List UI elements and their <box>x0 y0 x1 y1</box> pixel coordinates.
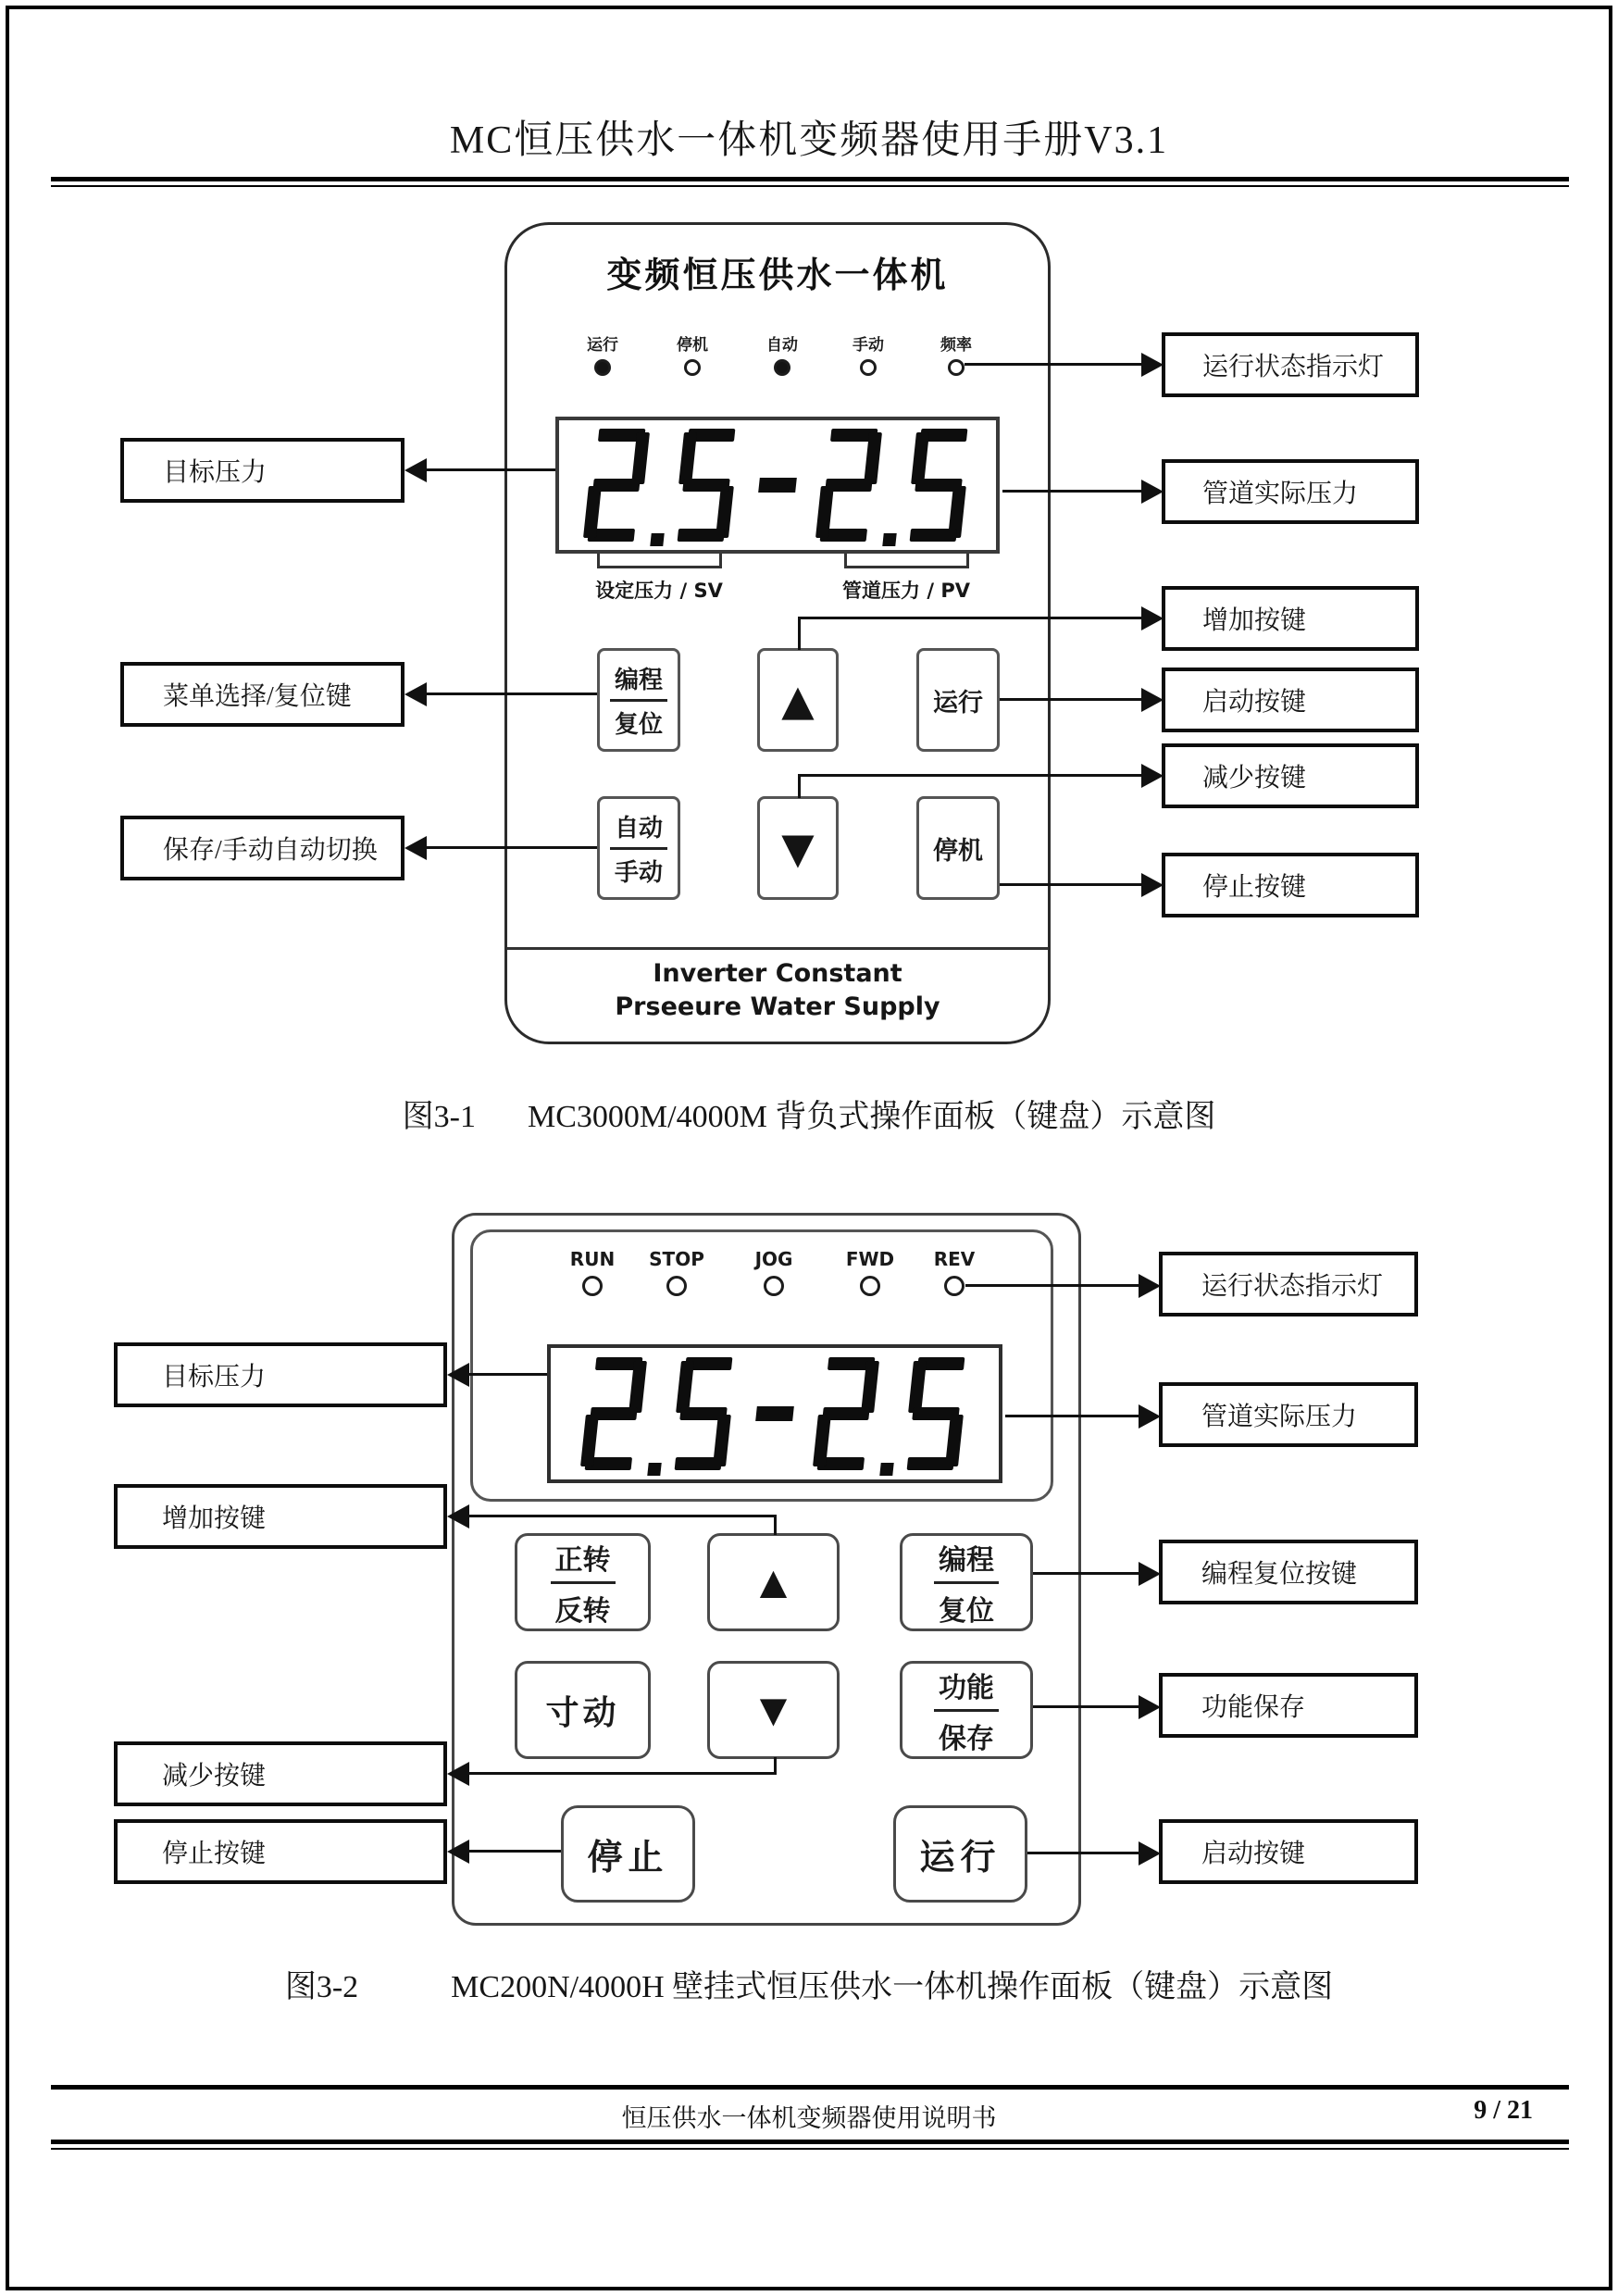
figure2-caption <box>0 1961 1618 2006</box>
arrowhead-increase <box>1141 606 1164 630</box>
func-save-button <box>900 1661 1033 1759</box>
figure1-caption-label: 图3-1 <box>402 1100 476 1134</box>
auto-manual-button-bottom-label: 手动 <box>614 858 663 887</box>
document-title: MC恒压供水一体机变频器使用手册V3.1 <box>449 119 1169 162</box>
connector-menu-reset <box>425 693 597 695</box>
figure1-lcd-display <box>555 417 1000 554</box>
func-save-button-top-label: 功能 <box>934 1665 999 1712</box>
auto-manual-button-top-label: 自动 <box>610 809 667 850</box>
indicator-fwd <box>838 1248 902 1296</box>
arrowhead-decrease-2 <box>447 1762 469 1786</box>
program-reset-2-bottom-label: 复位 <box>939 1595 994 1627</box>
pv-bracket <box>844 554 969 568</box>
program-reset-2-top-label: 编程 <box>934 1537 999 1584</box>
footer-rule-top <box>51 2085 1569 2090</box>
callout-decrease-2-label: 减少按键 <box>162 1762 267 1791</box>
sv-label: 设定压力 / SV <box>595 580 723 602</box>
auto-led-icon <box>774 359 790 376</box>
caption-spacer <box>476 1091 528 1136</box>
callout-start-2 <box>1159 1819 1418 1884</box>
func-save-button-bottom-label: 保存 <box>939 1723 994 1754</box>
run-button-2 <box>893 1805 1027 1903</box>
callout-target-pressure-label: 目标压力 <box>163 458 268 487</box>
indicator-freq <box>924 331 989 376</box>
callout-pipe-pressure <box>1162 459 1419 524</box>
stop-button-label: 停机 <box>933 836 983 866</box>
callout-pipe-pressure-label: 管道实际压力 <box>1202 480 1359 508</box>
callout-increase-label: 增加按键 <box>1202 606 1307 635</box>
up-arrow-icon-2: ▲ <box>750 1556 797 1608</box>
callout-increase-2 <box>114 1484 447 1549</box>
callout-decrease <box>1162 743 1419 808</box>
callout-increase-2-label: 增加按键 <box>162 1504 267 1533</box>
indicator-stop-label: 停机 <box>677 336 708 355</box>
connector-increase-2-h <box>467 1515 777 1517</box>
callout-start <box>1162 668 1419 732</box>
stop-button-2-label: 停止 <box>587 1839 669 1878</box>
connector-status-leds-2 <box>965 1284 1139 1287</box>
indicator-freq-label: 频率 <box>940 336 972 355</box>
program-reset-button-top-label: 编程 <box>610 661 667 702</box>
connector-stop <box>1000 883 1141 886</box>
fwd-rev-button-bottom-label: 反转 <box>554 1595 611 1627</box>
stop-en-led-icon <box>666 1276 687 1296</box>
run-button-label: 运行 <box>933 688 983 718</box>
arrowhead-pipe-pressure <box>1141 480 1164 504</box>
callout-func-save-label: 功能保存 <box>1201 1693 1306 1722</box>
run-en-led-icon <box>582 1276 603 1296</box>
freq-led-icon <box>948 359 965 376</box>
figure1-panel-divider <box>507 947 1048 950</box>
connector-target-pressure <box>425 468 555 471</box>
callout-pipe-pressure-2 <box>1159 1382 1418 1447</box>
pv-label: 管道压力 / PV <box>842 580 970 602</box>
callout-stop-2-label: 停止按键 <box>162 1840 267 1868</box>
footer-rule-thick <box>51 2140 1569 2144</box>
arrowhead-target-pressure-2 <box>447 1363 469 1387</box>
program-reset-button <box>597 648 680 752</box>
figure2-caption-text: MC200N/4000H 壁挂式恒压供水一体机操作面板（键盘）示意图 <box>451 1970 1334 2004</box>
jog-button <box>515 1661 651 1759</box>
down-arrow-icon-2: ▼ <box>750 1684 797 1736</box>
arrowhead-status-leds <box>1141 353 1164 377</box>
callout-stop-label: 停止按键 <box>1202 873 1307 902</box>
indicator-manual <box>836 331 901 376</box>
callout-pipe-pressure-2-label: 管道实际压力 <box>1201 1403 1358 1431</box>
arrowhead-start-2 <box>1139 1841 1161 1866</box>
connector-increase-v <box>798 617 801 650</box>
indicator-run-en-label: RUN <box>569 1248 616 1270</box>
brand-line2: Prseeure Water Supply <box>615 992 940 1021</box>
up-button <box>757 648 839 752</box>
page-number: 9 / 21 <box>1474 2096 1533 2125</box>
rev-led-icon <box>944 1276 965 1296</box>
callout-save-switch-label: 保存/手动自动切换 <box>163 836 378 865</box>
run-led-icon <box>594 359 611 376</box>
connector-program-reset-2 <box>1033 1572 1139 1575</box>
indicator-manual-label: 手动 <box>853 336 884 355</box>
header-rule-thin <box>51 185 1569 187</box>
indicator-fwd-label: FWD <box>845 1248 895 1270</box>
sv-bracket <box>597 554 722 568</box>
indicator-stop <box>660 331 725 376</box>
stop-led-icon <box>684 359 701 376</box>
fwd-rev-button <box>515 1533 651 1631</box>
callout-status-leds-2 <box>1159 1252 1418 1316</box>
figure2-lcd-display <box>547 1344 1002 1483</box>
figure1-panel-title: 变频恒压供水一体机 <box>606 255 949 295</box>
arrowhead-func-save <box>1139 1695 1161 1719</box>
indicator-rev-label: REV <box>933 1248 976 1270</box>
callout-program-reset-2-label: 编程复位按键 <box>1201 1560 1358 1589</box>
indicator-run <box>570 331 635 376</box>
program-reset-button-2 <box>900 1533 1033 1631</box>
callout-status-leds-label: 运行状态指示灯 <box>1202 353 1385 381</box>
down-arrow-icon: ▼ <box>781 823 815 873</box>
arrowhead-stop-2 <box>447 1840 469 1864</box>
jog-button-label: 寸动 <box>545 1693 620 1731</box>
arrowhead-status-leds-2 <box>1139 1274 1161 1298</box>
connector-decrease-2-h <box>467 1772 777 1775</box>
arrowhead-start <box>1141 688 1164 712</box>
callout-target-pressure-2 <box>114 1342 447 1407</box>
stop-button-2 <box>561 1805 695 1903</box>
connector-save-switch <box>425 846 597 849</box>
run-button <box>916 648 1000 752</box>
run-button-2-label: 运行 <box>919 1839 1002 1878</box>
connector-pipe-pressure-2 <box>1005 1415 1139 1417</box>
down-button <box>757 796 839 900</box>
callout-program-reset-2 <box>1159 1540 1418 1604</box>
header-rule-thick <box>51 177 1569 181</box>
indicator-jog-label: JOG <box>754 1248 793 1270</box>
callout-stop <box>1162 853 1419 917</box>
arrowhead-increase-2 <box>447 1504 469 1529</box>
fwd-rev-button-top-label: 正转 <box>551 1537 616 1584</box>
indicator-jog <box>741 1248 806 1296</box>
connector-start-2 <box>1027 1852 1139 1854</box>
connector-decrease-2-v <box>774 1757 777 1775</box>
down-button-2 <box>707 1661 840 1759</box>
connector-target-pressure-2 <box>467 1373 547 1376</box>
connector-func-save <box>1033 1705 1139 1708</box>
arrowhead-decrease <box>1141 764 1164 788</box>
callout-decrease-label: 减少按键 <box>1202 764 1307 792</box>
callout-target-pressure <box>120 438 404 503</box>
fwd-led-icon <box>860 1276 880 1296</box>
indicator-stop-en <box>644 1248 709 1296</box>
callout-start-2-label: 启动按键 <box>1201 1840 1306 1868</box>
indicator-auto-label: 自动 <box>766 336 798 355</box>
callout-save-switch <box>120 816 404 880</box>
indicator-auto <box>750 331 815 376</box>
figure1-caption-text: MC3000M/4000M 背负式操作面板（键盘）示意图 <box>528 1100 1216 1134</box>
connector-status-leds <box>965 363 1141 366</box>
connector-start <box>1000 698 1141 701</box>
callout-func-save <box>1159 1673 1418 1738</box>
connector-increase-h <box>798 617 1141 619</box>
arrowhead-program-reset-2 <box>1139 1562 1161 1586</box>
manual-led-icon <box>860 359 877 376</box>
caption-spacer-2 <box>358 1961 451 2006</box>
brand-line1: Inverter Constant <box>653 959 902 988</box>
callout-start-label: 启动按键 <box>1202 688 1307 717</box>
callout-increase <box>1162 586 1419 651</box>
callout-target-pressure-2-label: 目标压力 <box>162 1363 267 1391</box>
arrowhead-save-switch <box>404 836 427 860</box>
callout-decrease-2 <box>114 1741 447 1806</box>
figure2-caption-label: 图3-2 <box>284 1970 359 2004</box>
stop-button <box>916 796 1000 900</box>
connector-stop-2 <box>467 1850 561 1853</box>
up-button-2 <box>707 1533 840 1631</box>
callout-status-leds <box>1162 332 1419 397</box>
arrowhead-menu-reset <box>404 682 427 706</box>
indicator-stop-en-label: STOP <box>649 1248 704 1270</box>
arrowhead-stop <box>1141 873 1164 897</box>
connector-decrease-v <box>798 774 801 798</box>
arrowhead-target-pressure <box>404 458 427 482</box>
up-arrow-icon: ▲ <box>781 675 815 725</box>
callout-menu-reset <box>120 662 404 727</box>
callout-status-leds-2-label: 运行状态指示灯 <box>1201 1272 1384 1301</box>
figure1-caption <box>0 1091 1618 1136</box>
arrowhead-pipe-pressure-2 <box>1139 1404 1161 1429</box>
footer-rule-thin <box>51 2148 1569 2150</box>
program-reset-button-bottom-label: 复位 <box>614 710 663 739</box>
connector-pipe-pressure <box>1002 490 1141 493</box>
callout-stop-2 <box>114 1819 447 1884</box>
jog-led-icon <box>764 1276 784 1296</box>
indicator-run-en <box>560 1248 625 1296</box>
callout-menu-reset-label: 菜单选择/复位键 <box>163 682 352 711</box>
connector-decrease-h <box>798 774 1141 777</box>
indicator-rev <box>922 1248 987 1296</box>
indicator-run-label: 运行 <box>587 336 618 355</box>
footer-title: 恒压供水一体机变频器使用说明书 <box>621 2104 997 2132</box>
auto-manual-button <box>597 796 680 900</box>
connector-increase-2-v <box>774 1515 777 1535</box>
